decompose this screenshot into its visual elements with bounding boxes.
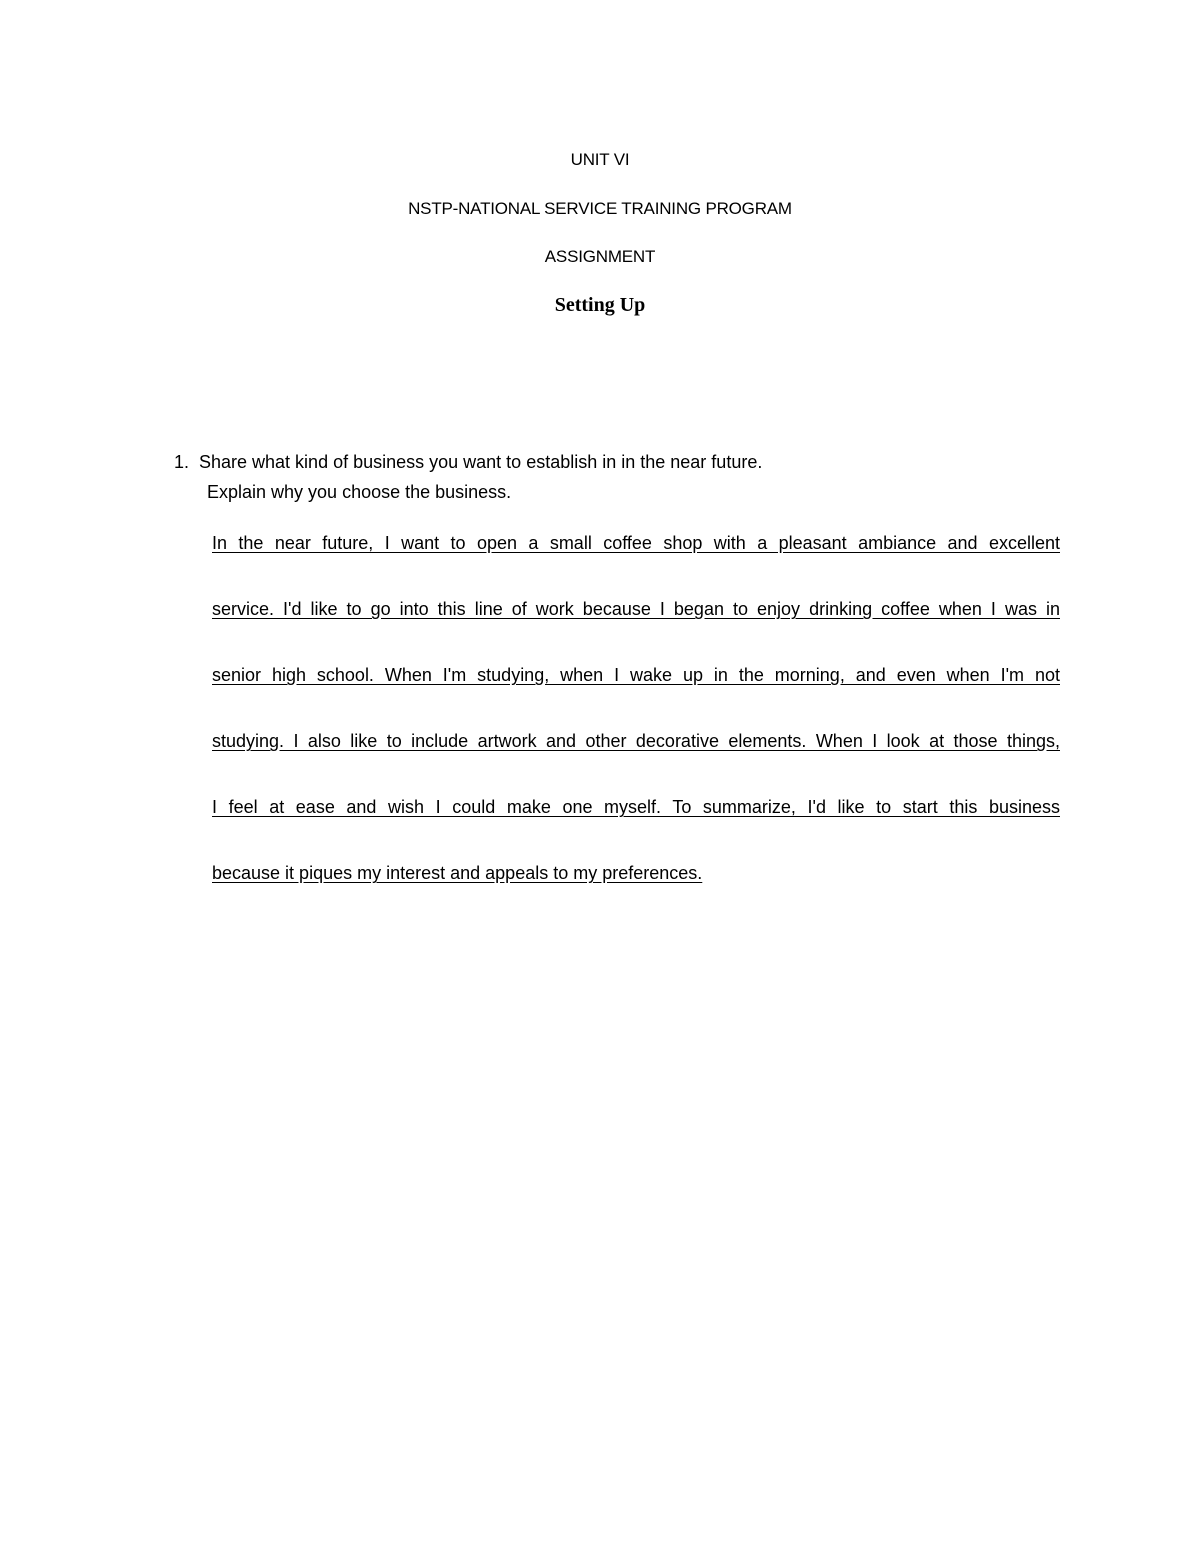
answer-line: I feel at ease and wish I could make one myself. To summarize, I'd like to start this business [212,797,1060,817]
answer-line: studying. I also like to include artwork and other decorative elements. When I look at those things, [212,731,1060,751]
answer-line: senior high school. When I'm studying, when I wake up in the morning, and even when I'm not [212,665,1060,685]
answer-line: In the near future, I want to open a small coffee shop with a pleasant ambiance and excellent [212,533,1060,553]
answer-line: because it piques my interest and appeals to my preferences. [212,863,703,883]
answer-line: service. I'd like to go into this line of work because I began to enjoy drinking coffee when I was in [212,599,1060,619]
question-text: Share what kind of business you want to establish in in the near future. [199,452,763,472]
question-subtext: Explain why you choose the business. [207,482,512,502]
unit-heading: UNIT VI [570,150,630,169]
question-number: 1. [174,452,190,472]
program-heading: NSTP-NATIONAL SERVICE TRAINING PROGRAM [408,199,792,218]
answer-block [212,528,1060,924]
question-block [174,447,762,507]
assignment-heading: ASSIGNMENT [544,247,656,266]
page-title: Setting Up [554,294,646,316]
